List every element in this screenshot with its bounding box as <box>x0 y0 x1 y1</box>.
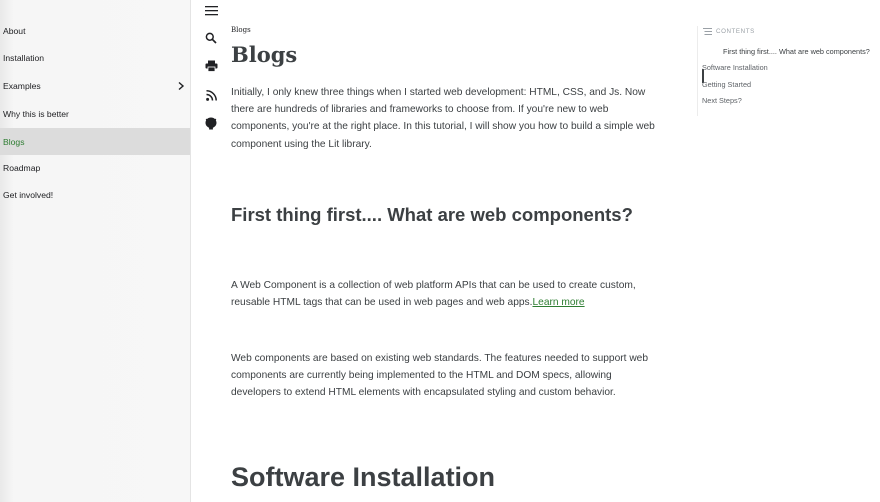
section-heading-web-components: First thing first.... What are web components? <box>231 204 633 225</box>
sidebar-item-blogs[interactable] <box>0 128 190 155</box>
learn-more-link[interactable]: Learn more <box>532 297 585 309</box>
toc-item-web-components[interactable]: First thing first.... What are web components? <box>723 47 870 56</box>
paragraph-text: A Web Component is a collection of web platform APIs that can be used to create custom, reusable HTML tags that can be used in web pages and web apps. <box>231 280 636 309</box>
sidebar-item-get-involved[interactable] <box>0 181 190 208</box>
search-icon[interactable] <box>204 31 218 45</box>
print-icon[interactable] <box>204 59 218 73</box>
sidebar-item-label: Why this is better <box>3 108 69 119</box>
table-of-contents <box>697 26 870 116</box>
sidebar-item-why-better[interactable] <box>0 100 190 127</box>
toc-item-software-installation[interactable]: Software Installation <box>702 63 768 72</box>
page-title: Blogs <box>231 42 298 67</box>
github-icon[interactable] <box>204 116 218 130</box>
section-heading-software-installation: Software Installation <box>231 462 496 492</box>
sidebar-item-label: Get involved! <box>3 189 54 200</box>
sidebar-item-examples[interactable] <box>0 72 190 99</box>
sidebar-item-label: About <box>3 25 26 36</box>
toc-item-getting-started[interactable]: Getting Started <box>702 80 752 89</box>
sidebar-nav <box>0 0 191 502</box>
toc-header-label: CONTENTS <box>716 28 755 35</box>
web-components-paragraph <box>231 277 656 311</box>
toc-item-next-steps[interactable]: Next Steps? <box>702 96 742 105</box>
sidebar-item-roadmap[interactable] <box>0 154 190 181</box>
chevron-right-icon <box>176 81 186 91</box>
toc-list-icon <box>703 28 712 35</box>
breadcrumb[interactable]: Blogs <box>231 26 251 34</box>
sidebar-item-label: Installation <box>3 52 45 63</box>
rss-icon[interactable] <box>204 88 218 102</box>
intro-paragraph: Initially, I only knew three things when I started web development: HTML, CSS, and Js. Now there are hundreds of libraries and frameworks to choose from. If you're new to web components, you're at the right place. In this tutorial, I will show you how to build a simple web component using the Lit library. <box>231 87 655 150</box>
sidebar-item-label: Roadmap <box>3 162 41 173</box>
sidebar-item-about[interactable] <box>0 17 190 44</box>
sidebar-item-label: Blogs <box>3 136 25 147</box>
sidebar-item-label: Examples <box>3 80 41 91</box>
sidebar-item-installation[interactable] <box>0 44 190 71</box>
menu-icon[interactable] <box>204 3 218 17</box>
web-standards-paragraph: Web components are based on existing web standards. The features needed to support web components are currently being implemented to the HTML and DOM specs, allowing developers to extend HTML elements with encapsulated styling and custom behavior. <box>231 353 649 399</box>
toc-header <box>703 28 755 35</box>
